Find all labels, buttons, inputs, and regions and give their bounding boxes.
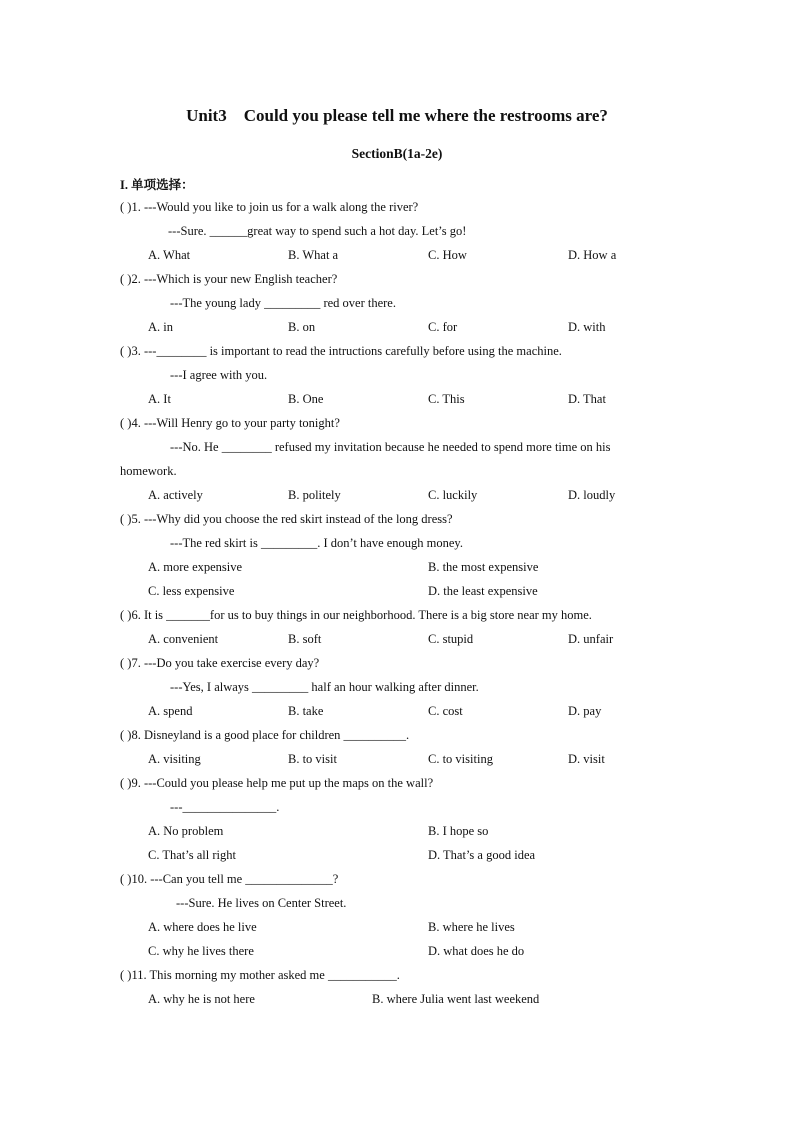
question-8-option-d: D. visit: [568, 752, 605, 766]
question-3-option-b: B. One: [288, 392, 324, 406]
question-2-option-b: B. on: [288, 320, 316, 334]
question-2-option-c: C. for: [428, 320, 458, 334]
question-11-stem: ( )11. This morning my mother asked me ___________.: [120, 968, 400, 982]
question-6-option-a: A. convenient: [148, 632, 219, 646]
question-4-stem: ( )4. ---Will Henry go to your party tonight?: [120, 416, 340, 430]
question-9-option-c: C. That’s all right: [148, 848, 236, 862]
question-11-option-a: A. why he is not here: [148, 992, 255, 1006]
question-9-option-b: B. I hope so: [428, 824, 489, 838]
question-1-reply: ---Sure. ______great way to spend such a hot day. Let’s go!: [168, 224, 467, 238]
question-3-reply: ---I agree with you.: [170, 368, 268, 382]
question-2-reply: ---The young lady _________ red over there.: [170, 296, 396, 310]
question-5-option-c: C. less expensive: [148, 584, 235, 598]
question-9-stem: ( )9. ---Could you please help me put up the maps on the wall?: [120, 776, 434, 790]
question-8-option-c: C. to visiting: [428, 752, 493, 766]
question-11-option-b: B. where Julia went last weekend: [372, 992, 540, 1006]
question-3-stem: ( )3. ---________ is important to read the intructions carefully before using the machine.: [120, 344, 562, 358]
question-3-option-a: A. It: [148, 392, 171, 406]
page-title: Unit3 Could you please tell me where the restrooms are?: [186, 106, 608, 125]
section-heading: I. 单项选择：: [120, 178, 194, 192]
question-4-option-c: C. luckily: [428, 488, 478, 502]
question-9-option-a: A. No problem: [148, 824, 224, 838]
question-2-option-a: A. in: [148, 320, 173, 334]
question-2-option-d: D. with: [568, 320, 606, 334]
question-10-option-d: D. what does he do: [428, 944, 525, 958]
question-10-option-c: C. why he lives there: [148, 944, 254, 958]
question-6-option-d: D. unfair: [568, 632, 614, 646]
question-3-option-d: D. That: [568, 392, 606, 406]
question-5-option-b: B. the most expensive: [428, 560, 539, 574]
question-4-option-d: D. loudly: [568, 488, 616, 502]
question-7-option-d: D. pay: [568, 704, 602, 718]
question-4-reply: ---No. He ________ refused my invitation because he needed to spend more time on his: [170, 440, 611, 454]
question-10-option-a: A. where does he live: [148, 920, 257, 934]
question-4-reply-continued: homework.: [120, 464, 177, 478]
question-4-option-a: A. actively: [148, 488, 203, 502]
question-7-option-a: A. spend: [148, 704, 193, 718]
question-5-option-d: D. the least expensive: [428, 584, 538, 598]
question-10-stem: ( )10. ---Can you tell me ______________?: [120, 872, 339, 886]
question-6-option-b: B. soft: [288, 632, 322, 646]
question-7-option-b: B. take: [288, 704, 324, 718]
question-7-reply: ---Yes, I always _________ half an hour walking after dinner.: [170, 680, 479, 694]
question-8-stem: ( )8. Disneyland is a good place for children __________.: [120, 728, 410, 742]
question-9-reply: ---_______________.: [170, 800, 280, 814]
question-1-stem: ( )1. ---Would you like to join us for a walk along the river?: [120, 200, 419, 214]
question-8-option-a: A. visiting: [148, 752, 201, 766]
question-1-option-c: C. How: [428, 248, 467, 262]
question-1-option-b: B. What a: [288, 248, 339, 262]
question-5-stem: ( )5. ---Why did you choose the red skirt instead of the long dress?: [120, 512, 453, 526]
question-3-option-c: C. This: [428, 392, 465, 406]
page-subtitle: SectionB(1a-2e): [351, 146, 443, 161]
question-5-option-a: A. more expensive: [148, 560, 243, 574]
question-6-option-c: C. stupid: [428, 632, 474, 646]
question-6-stem: ( )6. It is _______for us to buy things in our neighborhood. There is a big store near my home.: [120, 608, 592, 622]
question-2-stem: ( )2. ---Which is your new English teacher?: [120, 272, 338, 286]
question-5-reply: ---The red skirt is _________. I don’t have enough money.: [170, 536, 463, 550]
question-10-option-b: B. where he lives: [428, 920, 515, 934]
question-1-option-d: D. How a: [568, 248, 617, 262]
question-10-reply: ---Sure. He lives on Center Street.: [176, 896, 347, 910]
question-7-option-c: C. cost: [428, 704, 463, 718]
question-4-option-b: B. politely: [288, 488, 341, 502]
question-1-option-a: A. What: [148, 248, 191, 262]
question-9-option-d: D. That’s a good idea: [428, 848, 536, 862]
question-8-option-b: B. to visit: [288, 752, 337, 766]
question-7-stem: ( )7. ---Do you take exercise every day?: [120, 656, 320, 670]
